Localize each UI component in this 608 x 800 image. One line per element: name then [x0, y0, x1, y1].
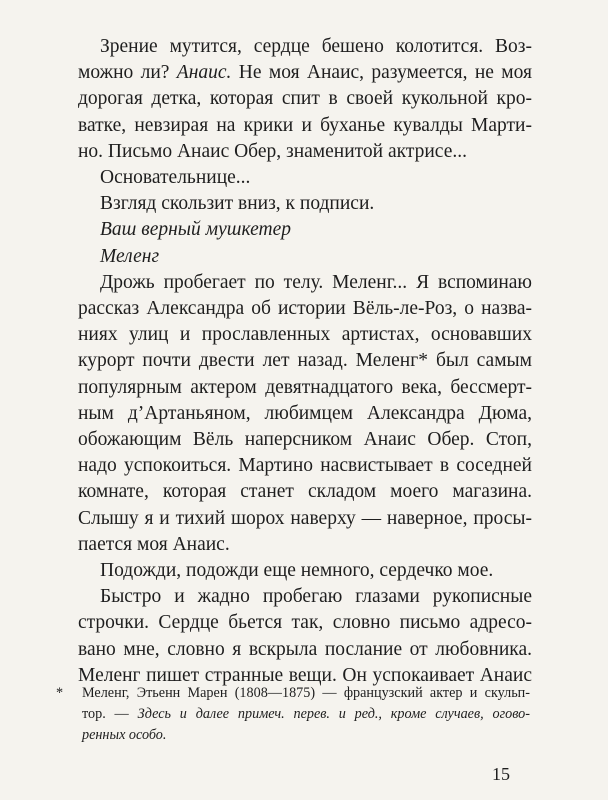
text-line-7: Взгляд скользит вниз, к подписи.	[100, 193, 375, 215]
text-line-15: ным д’Артаньяном, любимцем Александра Дюма,	[78, 402, 532, 424]
text-line-5: но. Письмо Анаис Обер, знаменитой актрисе...	[78, 140, 467, 162]
text-line-1: Зрение мутится, сердце бешено колотится. Воз-	[100, 36, 532, 57]
text-line-14: популярным актером девятнадцатого века, бессмерт-	[78, 376, 532, 398]
text-line-6: Основательнице...	[100, 167, 251, 189]
footnote-italic: Здесь и далее примеч. перев. и ред., кроме случаев, огово-	[137, 706, 531, 722]
text-line-23: строчки. Сердце бьется так, словно письмо адресо-	[78, 612, 532, 634]
text-line-21: Подожди, подожди еще немного, сердечко мое.	[100, 560, 494, 582]
signature-line-1: Ваш верный мушкетер	[100, 219, 291, 241]
footnote-line-1: Меленг, Этьенн Марен (1808—1875) — французский актер и скульп-	[82, 685, 530, 701]
text-line-18: комнате, которая станет складом моего магазина.	[78, 481, 532, 503]
text-line-17: надо успокоиться. Мартино насвистывает в соседней	[78, 455, 532, 477]
text-line-10: Дрожь пробегает по телу. Меленг... Я вспоминаю	[100, 271, 532, 293]
body-text	[78, 34, 532, 689]
text-line-12: ниях улиц и прославленных артистах, основавших	[78, 324, 532, 346]
footnote-plain: тор. —	[82, 706, 138, 722]
text-line-24: вано мне, словно я вскрыла послание от любовника.	[78, 638, 532, 660]
text-line-11: рассказ Александра об истории Вёль-ле-Роз, о назва-	[78, 298, 532, 320]
text-line-20: пается моя Анаис.	[78, 533, 230, 555]
text-line-16: обожающим Вёль наперсником Анаис Обер. Стоп,	[78, 429, 532, 451]
text-line-13: курорт почти двести лет назад. Меленг* был самым	[78, 350, 532, 372]
signature-line-2: Меленг	[100, 245, 160, 267]
footnote-marker: *	[56, 685, 64, 701]
footnote-line-3: ренных особо.	[82, 727, 167, 743]
page-number: 15	[492, 764, 510, 784]
text-line-4: ватке, невзирая на крики и буханье кувалды Марти-	[78, 114, 532, 136]
text-line-25: Меленг пишет странные вещи. Он успокаивает Анаис	[78, 664, 532, 686]
emphasis-anais: Анаис.	[176, 62, 232, 84]
text-line-19: Слышу я и тихий шорох наверху — наверное, просы-	[78, 507, 532, 529]
footnote	[56, 683, 530, 746]
footnote-line-2	[56, 704, 530, 725]
text-line-3: дорогая детка, которая спит в своей кукольной кро-	[78, 88, 532, 110]
text-line-2	[78, 60, 532, 86]
text-line-22: Быстро и жадно пробегаю глазами рукописные	[100, 586, 532, 608]
text-segment: можно ли?	[78, 62, 177, 84]
text-segment: Не моя Анаис, разумеется, не моя	[231, 62, 532, 84]
